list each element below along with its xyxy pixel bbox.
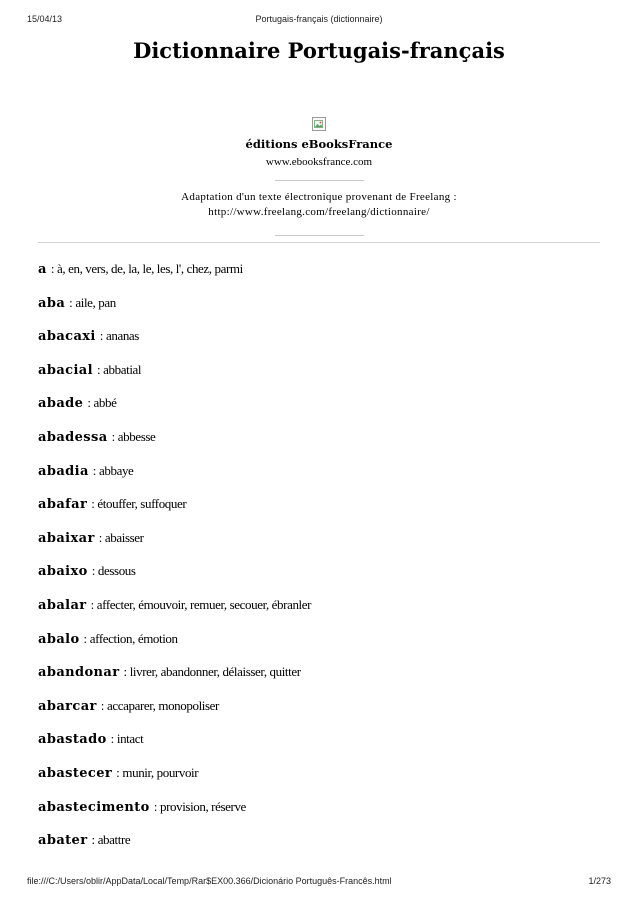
- dictionary-entry: [38, 328, 608, 362]
- print-footer: [27, 876, 611, 888]
- entry-word: abadessa: [38, 429, 108, 445]
- publisher-name: éditions eBooksFrance: [245, 137, 393, 151]
- entry-word: abandonar: [38, 665, 120, 681]
- entry-separator: :: [110, 731, 114, 747]
- divider: [275, 180, 364, 181]
- entry-separator: :: [92, 462, 97, 478]
- entry-separator: :: [69, 294, 73, 310]
- entry-separator: :: [87, 395, 91, 411]
- entry-definition: abbaye: [99, 462, 134, 478]
- dictionary-entry: [38, 362, 608, 396]
- adaptation-line-1: Adaptation d'un texte électronique provenant de Freelang :: [181, 191, 457, 203]
- dictionary-entries: [38, 261, 608, 866]
- entry-separator: :: [83, 630, 87, 646]
- entry-word: abacial: [38, 362, 93, 378]
- dictionary-entry: [38, 530, 608, 564]
- entry-separator: :: [91, 496, 95, 512]
- dictionary-entry: [38, 799, 608, 833]
- entry-separator: :: [111, 428, 115, 444]
- entry-word: abacaxi: [38, 329, 96, 345]
- adaptation-note: [0, 190, 638, 220]
- entry-definition: accaparer, monopoliser: [107, 697, 219, 713]
- dictionary-entry: [38, 631, 608, 665]
- dictionary-entry: [38, 261, 608, 295]
- file-path: file:///C:/Users/oblir/AppData/Local/Temp/Rar$EX00.366/Dicionário Português-Francês.html: [27, 876, 392, 886]
- entry-word: abaixo: [38, 564, 88, 580]
- entry-word: aba: [38, 295, 66, 311]
- divider: [275, 235, 364, 236]
- entry-separator: :: [116, 764, 120, 780]
- dictionary-entry: [38, 698, 608, 732]
- entry-definition: abbé: [93, 395, 117, 411]
- dictionary-entry: [38, 496, 608, 530]
- entry-separator: :: [123, 664, 127, 680]
- entry-definition: aile, pan: [75, 294, 116, 310]
- adaptation-link[interactable]: http://www.freelang.com/freelang/dictionnaire/: [208, 206, 430, 218]
- entry-definition: dessous: [97, 563, 136, 579]
- dictionary-entry: [38, 563, 608, 597]
- section-divider: [38, 242, 600, 243]
- entry-word: abadia: [38, 463, 89, 479]
- entry-word: abalar: [38, 597, 87, 613]
- entry-separator: :: [50, 261, 55, 276]
- dictionary-entry: [38, 295, 608, 329]
- entry-separator: :: [98, 529, 102, 545]
- entry-definition: intact: [116, 731, 144, 747]
- entry-definition: provision, réserve: [159, 798, 246, 814]
- entry-separator: :: [90, 596, 94, 612]
- entry-separator: :: [153, 798, 157, 814]
- entry-word: a: [38, 262, 47, 277]
- dictionary-entry: [38, 664, 608, 698]
- dictionary-entry: [38, 429, 608, 463]
- entry-word: abafar: [38, 497, 88, 513]
- entry-word: abarcar: [38, 698, 97, 714]
- dictionary-entry: [38, 832, 608, 866]
- entry-definition: abbatial: [103, 361, 142, 377]
- print-header: [27, 14, 611, 26]
- dictionary-entry: [38, 765, 608, 799]
- page-number: 1/273: [588, 876, 611, 886]
- entry-word: abaixar: [38, 530, 95, 546]
- entry-definition: affection, émotion: [89, 630, 178, 646]
- page-title: Dictionnaire Portugais-français: [133, 38, 505, 63]
- entry-definition: ananas: [105, 328, 139, 344]
- broken-image-icon: [312, 117, 326, 131]
- entry-definition: abaisser: [104, 529, 144, 545]
- publisher-website[interactable]: www.ebooksfrance.com: [265, 156, 373, 168]
- entry-word: abade: [38, 396, 84, 412]
- print-doc-title: Portugais-français (dictionnaire): [255, 14, 383, 24]
- entry-separator: :: [91, 563, 95, 579]
- dictionary-entry: [38, 597, 608, 631]
- dictionary-entry: [38, 463, 608, 497]
- entry-separator: :: [100, 697, 104, 713]
- entry-separator: :: [96, 361, 101, 377]
- entry-definition: à, en, vers, de, la, le, les, l', chez, parmi: [57, 261, 243, 276]
- entry-definition: affecter, émouvoir, remuer, secouer, ébranler: [96, 596, 312, 612]
- entry-definition: munir, pourvoir: [122, 764, 199, 780]
- entry-word: abastado: [38, 732, 107, 748]
- entry-separator: :: [91, 832, 95, 848]
- entry-word: abalo: [38, 631, 80, 647]
- entry-definition: livrer, abandonner, délaisser, quitter: [129, 664, 301, 680]
- publisher-block: [0, 137, 638, 168]
- entry-definition: abbesse: [117, 428, 156, 444]
- dictionary-entry: [38, 395, 608, 429]
- entry-word: abastecer: [38, 765, 113, 781]
- print-date: 15/04/13: [27, 14, 63, 24]
- entry-word: abastecimento: [38, 799, 150, 815]
- dictionary-entry: [38, 731, 608, 765]
- entry-separator: :: [99, 328, 103, 344]
- entry-word: abater: [38, 833, 88, 849]
- entry-definition: étouffer, suffoquer: [97, 496, 187, 512]
- entry-definition: abattre: [97, 832, 131, 848]
